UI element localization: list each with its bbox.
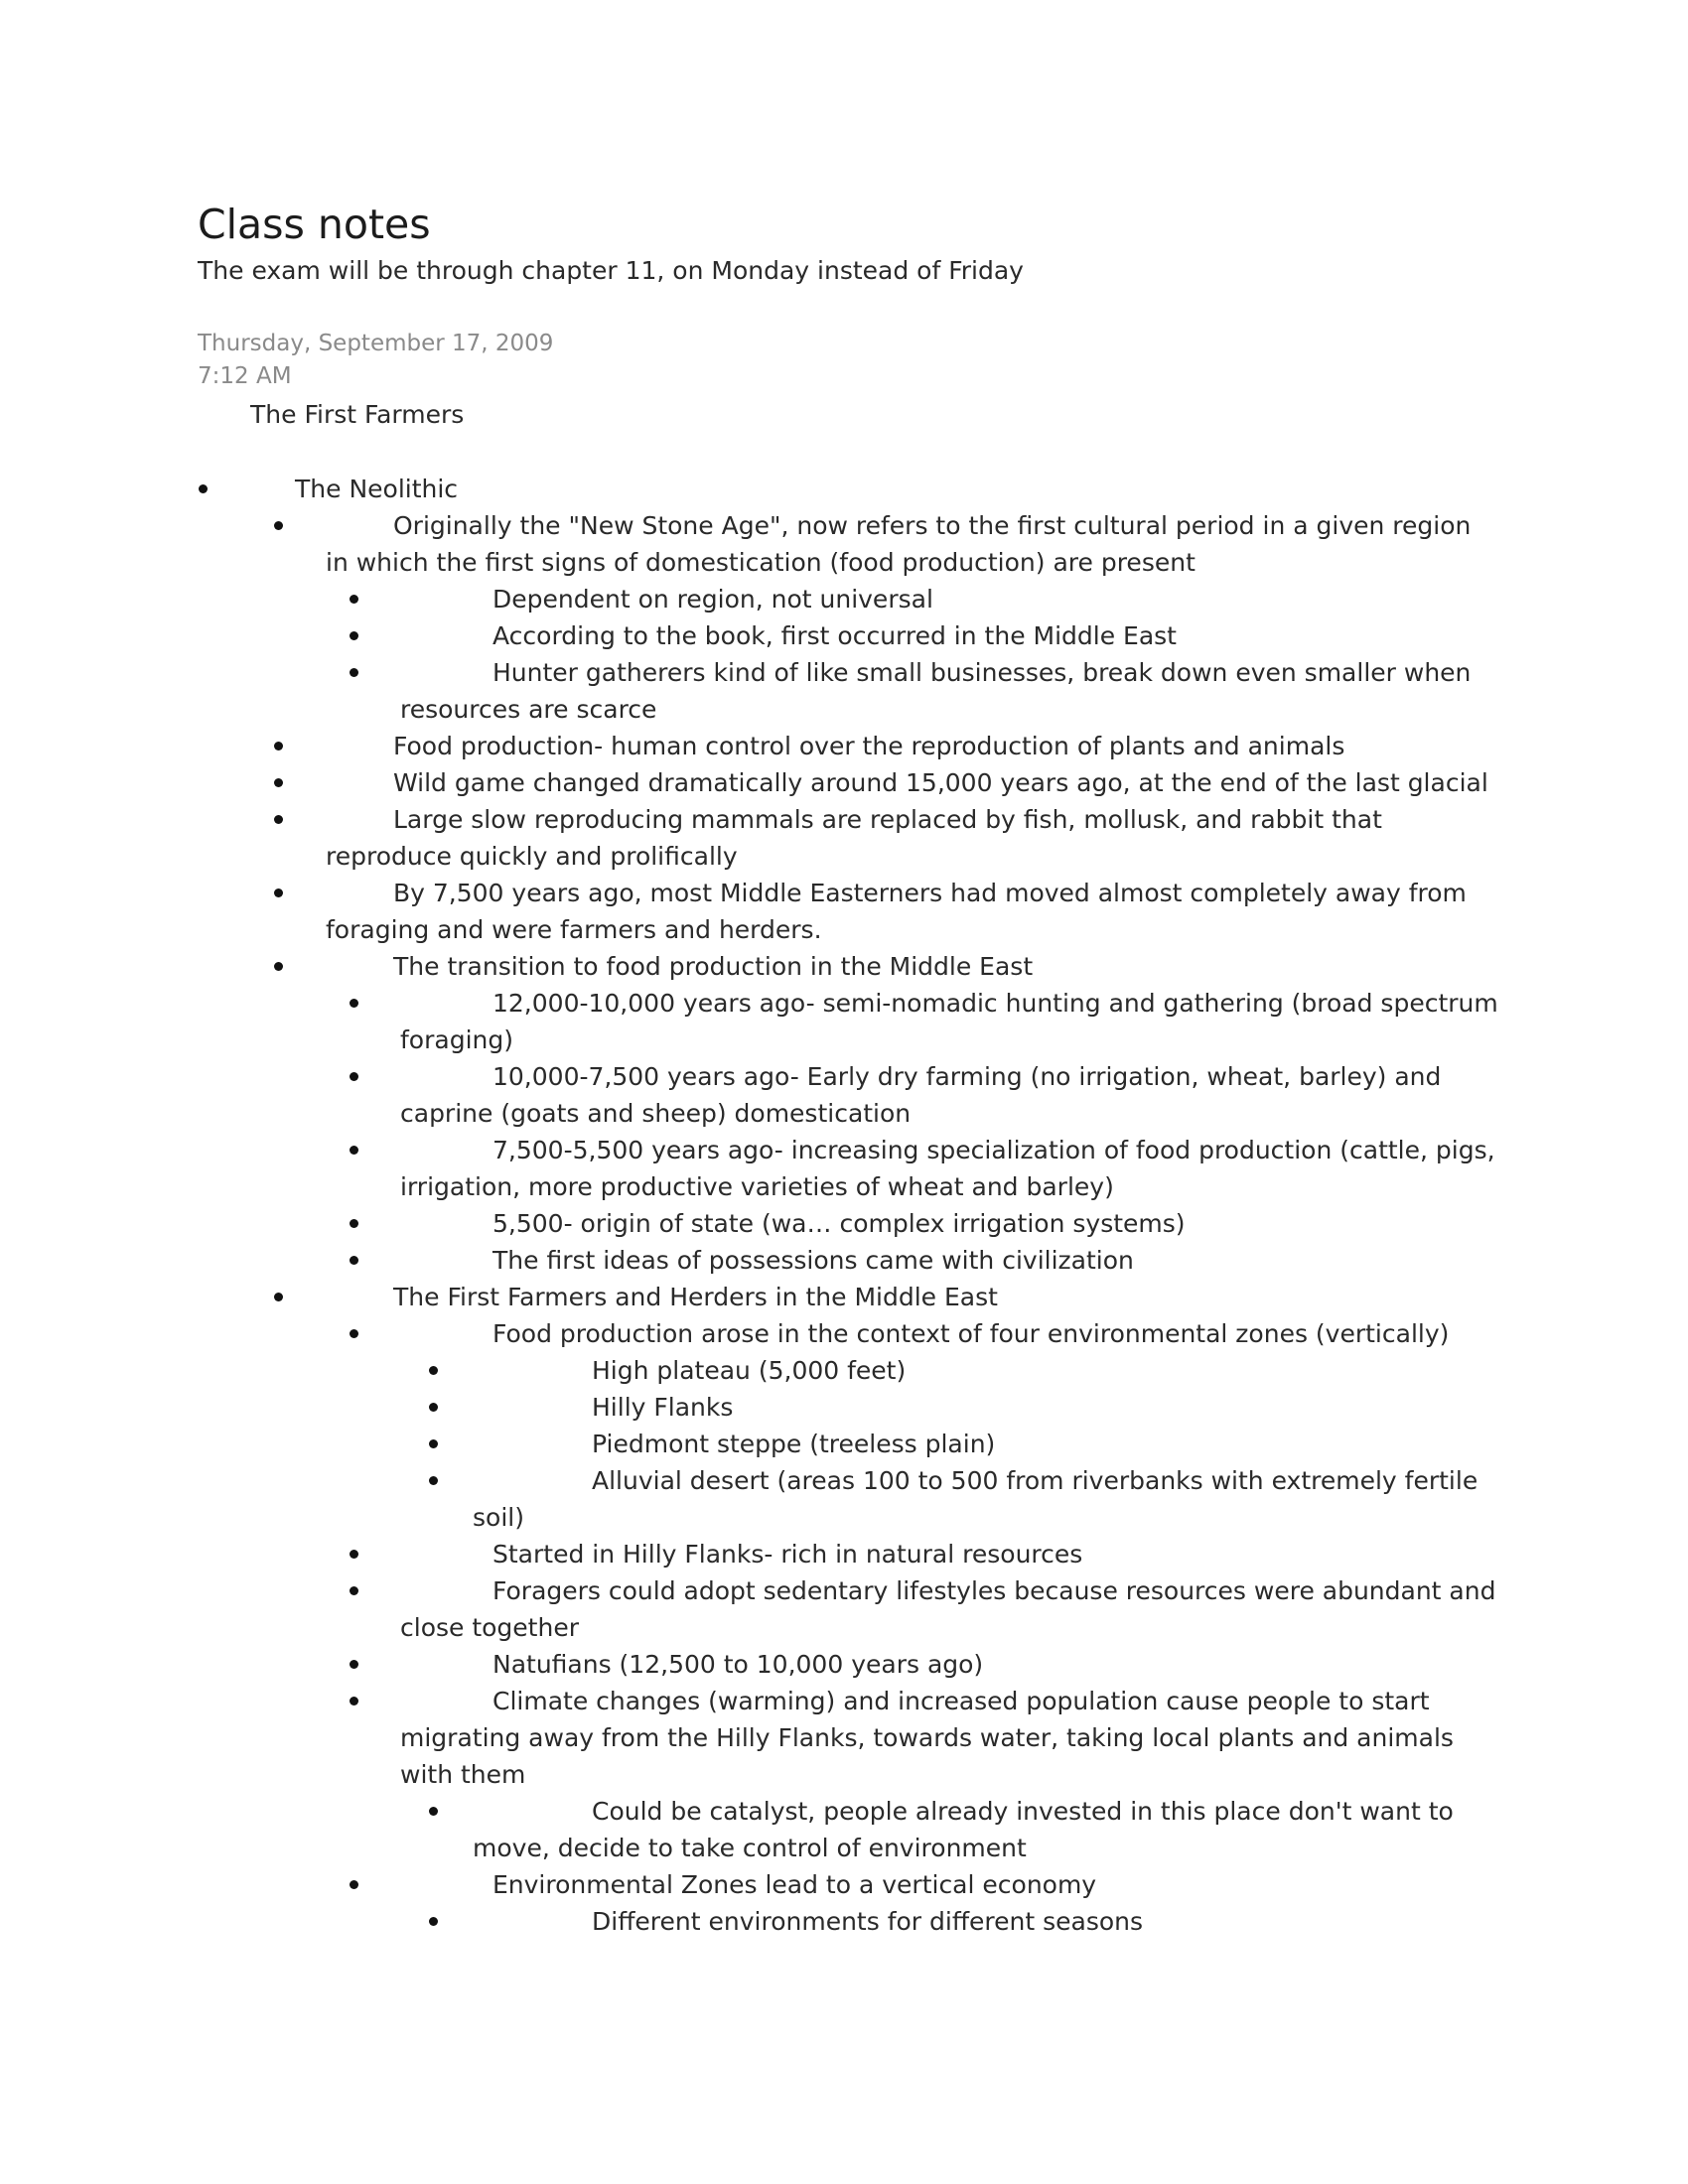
outline-item-text: Piedmont steppe (treeless plain) bbox=[592, 1430, 996, 1458]
outline-item-text: Dependent on region, not universal bbox=[492, 585, 933, 614]
outline-item-text: Food production arose in the context of four environmental zones (vertically) bbox=[492, 1319, 1450, 1348]
outline-item-text: Hilly Flanks bbox=[592, 1393, 734, 1422]
outline-item-text: resources are scarce bbox=[400, 695, 657, 724]
outline-item-text: Started in Hilly Flanks- rich in natural resources bbox=[492, 1540, 1083, 1569]
outline-item-text: Food production- human control over the reproduction of plants and animals bbox=[393, 732, 1345, 760]
page-subtitle: The exam will be through chapter 11, on Monday instead of Friday bbox=[198, 256, 1024, 285]
outline-item-text: The first ideas of possessions came with civilization bbox=[492, 1246, 1134, 1275]
bullet-icon bbox=[350, 1880, 358, 1889]
outline-item-text: Large slow reproducing mammals are replaced by fish, mollusk, and rabbit that bbox=[393, 805, 1382, 834]
bullet-icon bbox=[350, 1256, 358, 1265]
bullet-icon bbox=[350, 999, 358, 1008]
bullet-icon bbox=[350, 1697, 358, 1706]
page-title: Class notes bbox=[198, 201, 431, 248]
bullet-icon bbox=[274, 521, 283, 530]
outline-item-text: caprine (goats and sheep) domestication bbox=[400, 1099, 912, 1128]
outline-item-text: The Neolithic bbox=[295, 475, 459, 503]
outline-item-text: irrigation, more productive varieties of wheat and barley) bbox=[400, 1172, 1114, 1201]
bullet-icon bbox=[429, 1366, 438, 1375]
outline-item-text: move, decide to take control of environment bbox=[473, 1834, 1027, 1862]
outline-item-text: Environmental Zones lead to a vertical economy bbox=[492, 1870, 1097, 1899]
outline-item-text: High plateau (5,000 feet) bbox=[592, 1356, 907, 1385]
outline-item-text: Different environments for different seasons bbox=[592, 1907, 1144, 1936]
bullet-icon bbox=[350, 1660, 358, 1669]
outline-item-text: Alluvial desert (areas 100 to 500 from riverbanks with extremely fertile bbox=[592, 1466, 1478, 1495]
bullet-icon bbox=[350, 1072, 358, 1081]
outline-item-text: Could be catalyst, people already invested in this place don't want to bbox=[592, 1797, 1454, 1826]
outline-item-text: reproduce quickly and prolifically bbox=[326, 842, 738, 871]
outline-item-text: in which the first signs of domestication (food production) are present bbox=[326, 548, 1196, 577]
outline-item-text: soil) bbox=[473, 1503, 524, 1532]
bullet-icon bbox=[274, 778, 283, 787]
outline-item-text: Climate changes (warming) and increased population cause people to start bbox=[492, 1687, 1430, 1715]
bullet-icon bbox=[429, 1439, 438, 1448]
bullet-icon bbox=[350, 595, 358, 604]
outline-item-text: Foragers could adopt sedentary lifestyles because resources were abundant and bbox=[492, 1576, 1496, 1605]
bullet-icon bbox=[350, 668, 358, 677]
bullet-icon bbox=[429, 1403, 438, 1412]
outline-item-text: Natufians (12,500 to 10,000 years ago) bbox=[492, 1650, 984, 1679]
outline-item-text: Wild game changed dramatically around 15,000 years ago, at the end of the last glacial bbox=[393, 768, 1488, 797]
bullet-icon bbox=[274, 742, 283, 751]
outline-item-text: migrating away from the Hilly Flanks, towards water, taking local plants and animals bbox=[400, 1723, 1454, 1752]
bullet-icon bbox=[350, 1550, 358, 1559]
outline-item-text: Originally the "New Stone Age", now refers to the first cultural period in a given region bbox=[393, 511, 1472, 540]
outline-item-text: The First Farmers and Herders in the Middle East bbox=[393, 1283, 998, 1311]
bullet-icon bbox=[350, 1219, 358, 1228]
bullet-icon bbox=[429, 1807, 438, 1816]
bullet-icon bbox=[350, 1586, 358, 1595]
outline-item-text: According to the book, first occurred in the Middle East bbox=[492, 621, 1177, 650]
bullet-icon bbox=[199, 484, 208, 493]
outline-item-text: foraging and were farmers and herders. bbox=[326, 915, 822, 944]
note-time: 7:12 AM bbox=[198, 363, 292, 389]
bullet-icon bbox=[350, 1329, 358, 1338]
bullet-icon bbox=[274, 888, 283, 897]
note-date: Thursday, September 17, 2009 bbox=[198, 331, 554, 356]
outline-item-text: close together bbox=[400, 1613, 579, 1642]
outline-item-text: 12,000-10,000 years ago- semi-nomadic hunting and gathering (broad spectrum bbox=[492, 989, 1498, 1018]
bullet-icon bbox=[274, 1293, 283, 1301]
bullet-icon bbox=[274, 962, 283, 971]
outline-item-text: 5,500- origin of state (wa… complex irrigation systems) bbox=[492, 1209, 1186, 1238]
outline-item-text: By 7,500 years ago, most Middle Easterners had moved almost completely away from bbox=[393, 879, 1467, 907]
outline-item-text: 7,500-5,500 years ago- increasing specialization of food production (cattle, pigs, bbox=[492, 1136, 1495, 1164]
bullet-icon bbox=[350, 631, 358, 640]
section-heading: The First Farmers bbox=[250, 400, 465, 429]
bullet-icon bbox=[429, 1476, 438, 1485]
bullet-icon bbox=[429, 1917, 438, 1926]
bullet-icon bbox=[274, 815, 283, 824]
outline-item-text: The transition to food production in the Middle East bbox=[393, 952, 1034, 981]
bullet-icon bbox=[350, 1146, 358, 1155]
outline-item-text: with them bbox=[400, 1760, 526, 1789]
outline-item-text: 10,000-7,500 years ago- Early dry farming (no irrigation, wheat, barley) and bbox=[492, 1062, 1442, 1091]
outline-item-text: Hunter gatherers kind of like small businesses, break down even smaller when bbox=[492, 658, 1472, 687]
outline-item-text: foraging) bbox=[400, 1025, 513, 1054]
